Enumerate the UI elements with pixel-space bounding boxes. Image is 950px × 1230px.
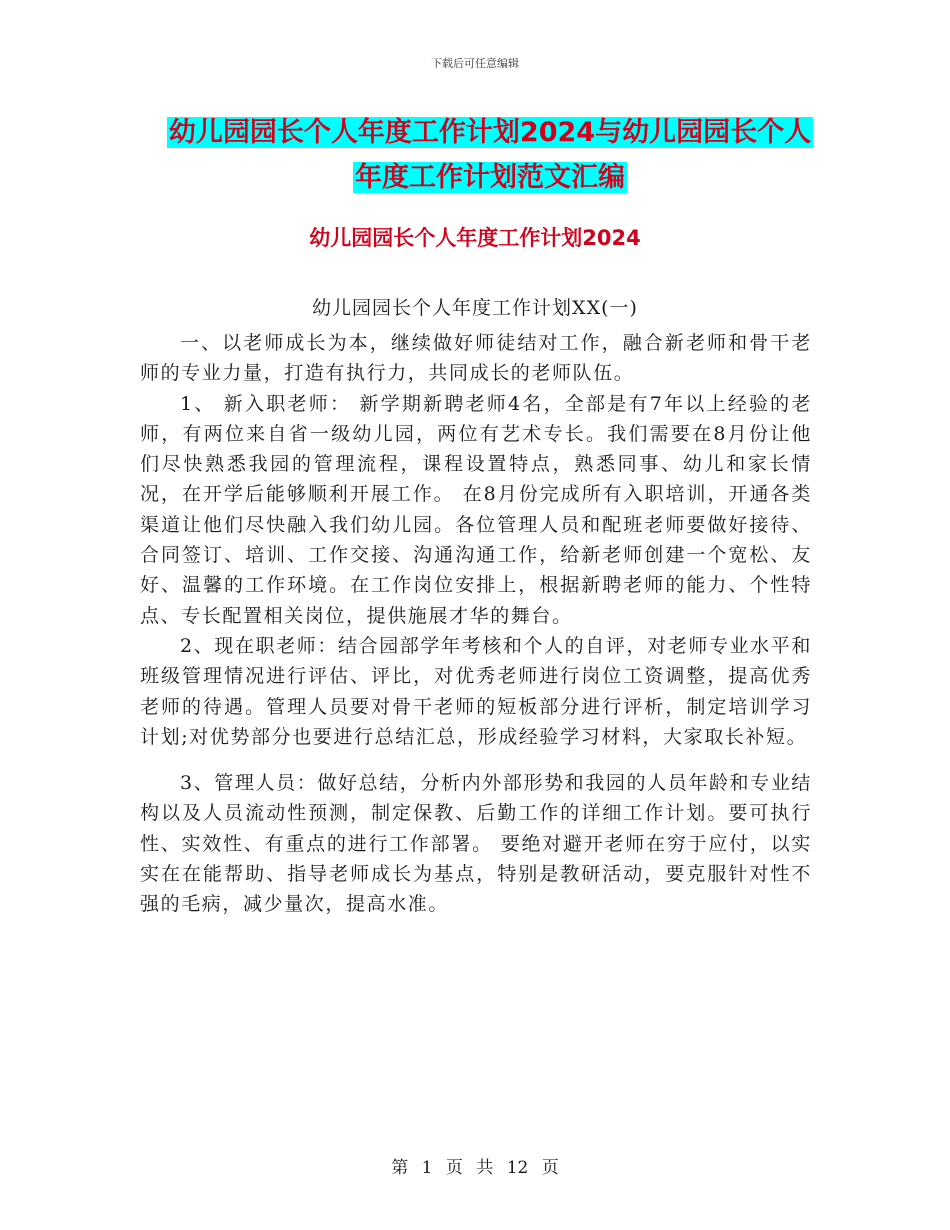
paragraph-4: 3、管理人员：做好总结，分析内外部形势和我园的人员年龄和专业结构以及人员流动性预测，制定保教、后勤工作的详细工作计划。要可执行性、实效性、有重点的进行工作部署。 要绝对避开老师在穷于应付，以实实在在能帮助、指导老师成长为基点，特别是教研活动，要克服针对性不强的毛病，减少量次，提高水准。 (140, 772, 812, 916)
document-title (140, 110, 840, 200)
section-title: 幼儿园园长个人年度工作计划2024 (309, 226, 641, 250)
page-footer: 第 1 页 共 12 页 (391, 1158, 559, 1178)
header-note: 下载后可任意编辑 (431, 57, 519, 70)
document-title-line1: 幼儿园园长个人年度工作计划2024与幼儿园园长个人 (168, 117, 812, 148)
paragraph-2: 1、 新入职老师： 新学期新聘老师4名，全部是有7年以上经验的老师，有两位来自省一级幼儿园，两位有艺术专长。我们需要在8月份让他们尽快熟悉我园的管理流程，课程设置特点，熟悉同事、幼儿和家长情况，在开学后能够顺利开展工作。 在8月份完成所有入职培训，开通各类渠道让他们尽快融入我们幼儿园。各位管理人员和配班老师要做好接待、合同签订、培训、工作交接、沟通沟通工作，给新老师创建一个宽松、友好、温馨的工作环境。在工作岗位安排上，根据新聘老师的能力、个性特点、专长配置相关岗位，提供施展才华的舞台。 (140, 392, 812, 627)
document-body (140, 328, 812, 920)
sub-title: 幼儿园园长个人年度工作计划XX(一) (312, 297, 638, 319)
paragraph-1: 一、以老师成长为本，继续做好师徒结对工作，融合新老师和骨干老师的专业力量，打造有执行力，共同成长的老师队伍。 (140, 332, 812, 385)
paragraph-3: 2、现在职老师：结合园部学年考核和个人的自评，对老师专业水平和班级管理情况进行评估、评比，对优秀老师进行岗位工资调整，提高优秀老师的待遇。管理人员要对骨干老师的短板部分进行评析，制定培训学习计划;对优势部分也要进行总结汇总，形成经验学习材料，大家取长补短。 (140, 634, 812, 748)
document-title-line2: 年度工作计划范文汇编 (355, 162, 625, 193)
